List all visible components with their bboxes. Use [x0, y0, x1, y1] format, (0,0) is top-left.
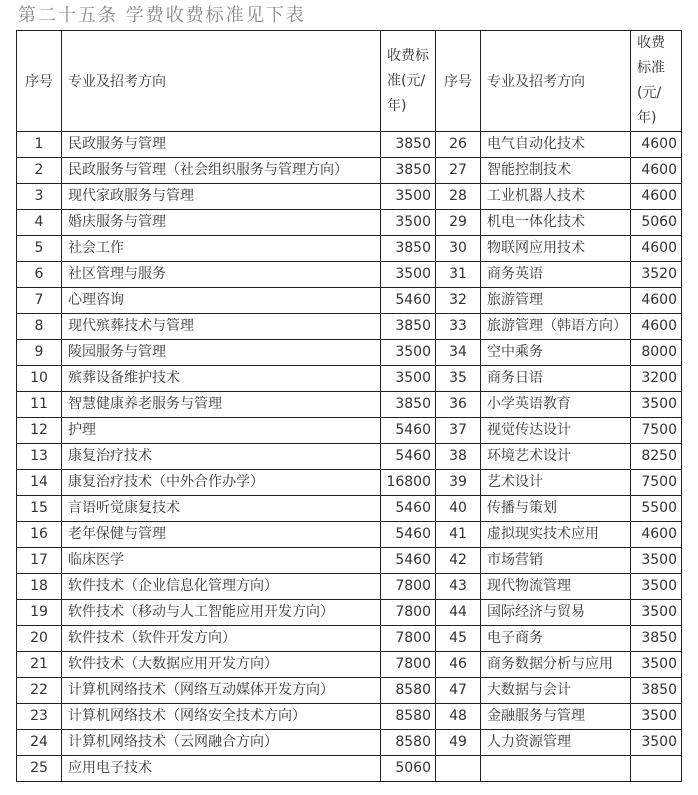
left-fee-cell: 5460 — [381, 288, 436, 314]
left-no-cell: 9 — [17, 340, 62, 366]
left-major-cell: 软件技术（移动与人工智能应用开发方向） — [62, 600, 381, 626]
table-row — [17, 600, 682, 626]
left-fee-cell: 8580 — [381, 704, 436, 730]
left-major-cell: 软件技术（软件开发方向） — [62, 626, 381, 652]
table-row — [17, 340, 682, 366]
right-major-cell: 商务日语 — [481, 366, 631, 392]
table-row — [17, 574, 682, 600]
left-major-cell: 护理 — [62, 418, 381, 444]
right-no-cell — [436, 756, 481, 782]
left-fee-cell: 16800 — [381, 470, 436, 496]
right-fee-cell: 4600 — [631, 522, 682, 548]
right-major-cell: 智能控制技术 — [481, 158, 631, 184]
right-major-cell: 国际经济与贸易 — [481, 600, 631, 626]
left-no-cell: 8 — [17, 314, 62, 340]
table-row — [17, 392, 682, 418]
table-row — [17, 366, 682, 392]
left-no-cell: 3 — [17, 184, 62, 210]
header-no: 序号 — [17, 31, 62, 132]
table-header-row — [17, 31, 682, 132]
left-fee-cell: 5460 — [381, 418, 436, 444]
left-fee-cell: 7800 — [381, 600, 436, 626]
table-row — [17, 132, 682, 158]
right-major-cell: 旅游管理 — [481, 288, 631, 314]
right-no-cell: 35 — [436, 366, 481, 392]
left-major-cell: 计算机网络技术（网络互动媒体开发方向） — [62, 678, 381, 704]
right-no-cell: 44 — [436, 600, 481, 626]
right-major-cell: 大数据与会计 — [481, 678, 631, 704]
page-title: 第二十五条 学费收费标准见下表 — [18, 5, 306, 26]
right-fee-cell: 4600 — [631, 288, 682, 314]
left-no-cell: 12 — [17, 418, 62, 444]
right-major-cell: 工业机器人技术 — [481, 184, 631, 210]
right-no-cell: 30 — [436, 236, 481, 262]
table-row — [17, 158, 682, 184]
right-no-cell: 39 — [436, 470, 481, 496]
right-fee-cell: 3520 — [631, 262, 682, 288]
left-no-cell: 20 — [17, 626, 62, 652]
right-no-cell: 45 — [436, 626, 481, 652]
right-major-cell: 商务数据分析与应用 — [481, 652, 631, 678]
right-no-cell: 27 — [436, 158, 481, 184]
right-major-cell: 现代物流管理 — [481, 574, 631, 600]
left-fee-cell: 7800 — [381, 652, 436, 678]
right-no-cell: 31 — [436, 262, 481, 288]
right-major-cell — [481, 756, 631, 782]
right-no-cell: 33 — [436, 314, 481, 340]
left-no-cell: 24 — [17, 730, 62, 756]
table-row — [17, 626, 682, 652]
left-fee-cell: 3500 — [381, 184, 436, 210]
left-major-cell: 软件技术（企业信息化管理方向） — [62, 574, 381, 600]
table-row — [17, 184, 682, 210]
left-fee-cell: 5460 — [381, 496, 436, 522]
right-fee-cell: 3500 — [631, 392, 682, 418]
left-no-cell: 19 — [17, 600, 62, 626]
table-row — [17, 236, 682, 262]
header-fee: 收费标准(元/年) — [631, 31, 682, 132]
right-no-cell: 46 — [436, 652, 481, 678]
right-no-cell: 26 — [436, 132, 481, 158]
right-no-cell: 42 — [436, 548, 481, 574]
left-major-cell: 心理咨询 — [62, 288, 381, 314]
right-major-cell: 环境艺术设计 — [481, 444, 631, 470]
right-major-cell: 传播与策划 — [481, 496, 631, 522]
right-major-cell: 市场营销 — [481, 548, 631, 574]
right-no-cell: 38 — [436, 444, 481, 470]
header-fee: 收费标准(元/年) — [381, 31, 436, 132]
right-no-cell: 48 — [436, 704, 481, 730]
left-fee-cell: 3850 — [381, 236, 436, 262]
right-major-cell: 物联网应用技术 — [481, 236, 631, 262]
right-fee-cell: 4600 — [631, 236, 682, 262]
right-fee-cell — [631, 756, 682, 782]
left-fee-cell: 7800 — [381, 574, 436, 600]
table-row — [17, 470, 682, 496]
left-no-cell: 13 — [17, 444, 62, 470]
left-no-cell: 11 — [17, 392, 62, 418]
right-no-cell: 28 — [436, 184, 481, 210]
table-row — [17, 210, 682, 236]
right-no-cell: 37 — [436, 418, 481, 444]
left-major-cell: 现代殡葬技术与管理 — [62, 314, 381, 340]
table-row — [17, 652, 682, 678]
left-major-cell: 康复治疗技术 — [62, 444, 381, 470]
left-no-cell: 5 — [17, 236, 62, 262]
left-no-cell: 25 — [17, 756, 62, 782]
right-fee-cell: 4600 — [631, 132, 682, 158]
left-no-cell: 6 — [17, 262, 62, 288]
table-row — [17, 730, 682, 756]
table-row — [17, 548, 682, 574]
right-fee-cell: 3500 — [631, 600, 682, 626]
right-major-cell: 空中乘务 — [481, 340, 631, 366]
header-major: 专业及招考方向 — [481, 31, 631, 132]
table-row — [17, 444, 682, 470]
right-no-cell: 36 — [436, 392, 481, 418]
left-no-cell: 23 — [17, 704, 62, 730]
table-row — [17, 496, 682, 522]
right-major-cell: 旅游管理（韩语方向） — [481, 314, 631, 340]
right-no-cell: 43 — [436, 574, 481, 600]
left-fee-cell: 5060 — [381, 756, 436, 782]
right-fee-cell: 3500 — [631, 548, 682, 574]
left-fee-cell: 3500 — [381, 340, 436, 366]
right-fee-cell: 3500 — [631, 574, 682, 600]
left-major-cell: 智慧健康养老服务与管理 — [62, 392, 381, 418]
right-fee-cell: 3850 — [631, 626, 682, 652]
table-row — [17, 522, 682, 548]
left-major-cell: 临床医学 — [62, 548, 381, 574]
left-no-cell: 16 — [17, 522, 62, 548]
left-no-cell: 4 — [17, 210, 62, 236]
left-major-cell: 言语听觉康复技术 — [62, 496, 381, 522]
left-fee-cell: 3500 — [381, 210, 436, 236]
left-fee-cell: 3500 — [381, 262, 436, 288]
left-no-cell: 14 — [17, 470, 62, 496]
right-fee-cell: 8250 — [631, 444, 682, 470]
left-no-cell: 2 — [17, 158, 62, 184]
table-row — [17, 678, 682, 704]
left-major-cell: 计算机网络技术（云网融合方向） — [62, 730, 381, 756]
right-fee-cell: 3500 — [631, 652, 682, 678]
left-fee-cell: 3850 — [381, 158, 436, 184]
left-major-cell: 社会工作 — [62, 236, 381, 262]
left-fee-cell: 3850 — [381, 314, 436, 340]
right-fee-cell: 7500 — [631, 470, 682, 496]
table-row — [17, 314, 682, 340]
right-fee-cell: 3500 — [631, 730, 682, 756]
left-major-cell: 老年保健与管理 — [62, 522, 381, 548]
left-no-cell: 15 — [17, 496, 62, 522]
right-fee-cell: 5500 — [631, 496, 682, 522]
right-fee-cell: 4600 — [631, 184, 682, 210]
left-major-cell: 陵园服务与管理 — [62, 340, 381, 366]
left-major-cell: 现代家政服务与管理 — [62, 184, 381, 210]
table-row — [17, 418, 682, 444]
right-fee-cell: 3500 — [631, 704, 682, 730]
table-row — [17, 288, 682, 314]
right-fee-cell: 5060 — [631, 210, 682, 236]
right-no-cell: 29 — [436, 210, 481, 236]
right-major-cell: 电子商务 — [481, 626, 631, 652]
table-row — [17, 262, 682, 288]
right-major-cell: 商务英语 — [481, 262, 631, 288]
left-major-cell: 婚庆服务与管理 — [62, 210, 381, 236]
right-major-cell: 艺术设计 — [481, 470, 631, 496]
left-no-cell: 17 — [17, 548, 62, 574]
table-row — [17, 704, 682, 730]
right-fee-cell: 8000 — [631, 340, 682, 366]
left-major-cell: 计算机网络技术（网络安全技术方向） — [62, 704, 381, 730]
left-no-cell: 21 — [17, 652, 62, 678]
left-no-cell: 18 — [17, 574, 62, 600]
left-no-cell: 10 — [17, 366, 62, 392]
left-no-cell: 1 — [17, 132, 62, 158]
left-major-cell: 民政服务与管理（社会组织服务与管理方向） — [62, 158, 381, 184]
right-major-cell: 虚拟现实技术应用 — [481, 522, 631, 548]
right-no-cell: 49 — [436, 730, 481, 756]
left-major-cell: 康复治疗技术（中外合作办学） — [62, 470, 381, 496]
left-major-cell: 应用电子技术 — [62, 756, 381, 782]
right-no-cell: 34 — [436, 340, 481, 366]
right-no-cell: 41 — [436, 522, 481, 548]
left-fee-cell: 3850 — [381, 132, 436, 158]
left-fee-cell: 3500 — [381, 366, 436, 392]
right-major-cell: 视觉传达设计 — [481, 418, 631, 444]
left-fee-cell: 3850 — [381, 392, 436, 418]
right-major-cell: 小学英语教育 — [481, 392, 631, 418]
left-no-cell: 7 — [17, 288, 62, 314]
right-fee-cell: 4600 — [631, 158, 682, 184]
right-no-cell: 32 — [436, 288, 481, 314]
right-no-cell: 47 — [436, 678, 481, 704]
left-fee-cell: 5460 — [381, 522, 436, 548]
right-fee-cell: 3200 — [631, 366, 682, 392]
left-major-cell: 社区管理与服务 — [62, 262, 381, 288]
right-fee-cell: 3850 — [631, 678, 682, 704]
left-fee-cell: 8580 — [381, 730, 436, 756]
right-major-cell: 人力资源管理 — [481, 730, 631, 756]
left-fee-cell: 5460 — [381, 548, 436, 574]
left-major-cell: 软件技术（大数据应用开发方向） — [62, 652, 381, 678]
left-no-cell: 22 — [17, 678, 62, 704]
left-fee-cell: 5460 — [381, 444, 436, 470]
right-fee-cell: 4600 — [631, 314, 682, 340]
right-major-cell: 金融服务与管理 — [481, 704, 631, 730]
right-major-cell: 电气自动化技术 — [481, 132, 631, 158]
left-fee-cell: 8580 — [381, 678, 436, 704]
left-fee-cell: 7800 — [381, 626, 436, 652]
right-no-cell: 40 — [436, 496, 481, 522]
left-major-cell: 殡葬设备维护技术 — [62, 366, 381, 392]
tuition-table — [16, 30, 682, 782]
right-major-cell: 机电一体化技术 — [481, 210, 631, 236]
header-major: 专业及招考方向 — [62, 31, 381, 132]
table-row — [17, 756, 682, 782]
header-no: 序号 — [436, 31, 481, 132]
right-fee-cell: 7500 — [631, 418, 682, 444]
left-major-cell: 民政服务与管理 — [62, 132, 381, 158]
